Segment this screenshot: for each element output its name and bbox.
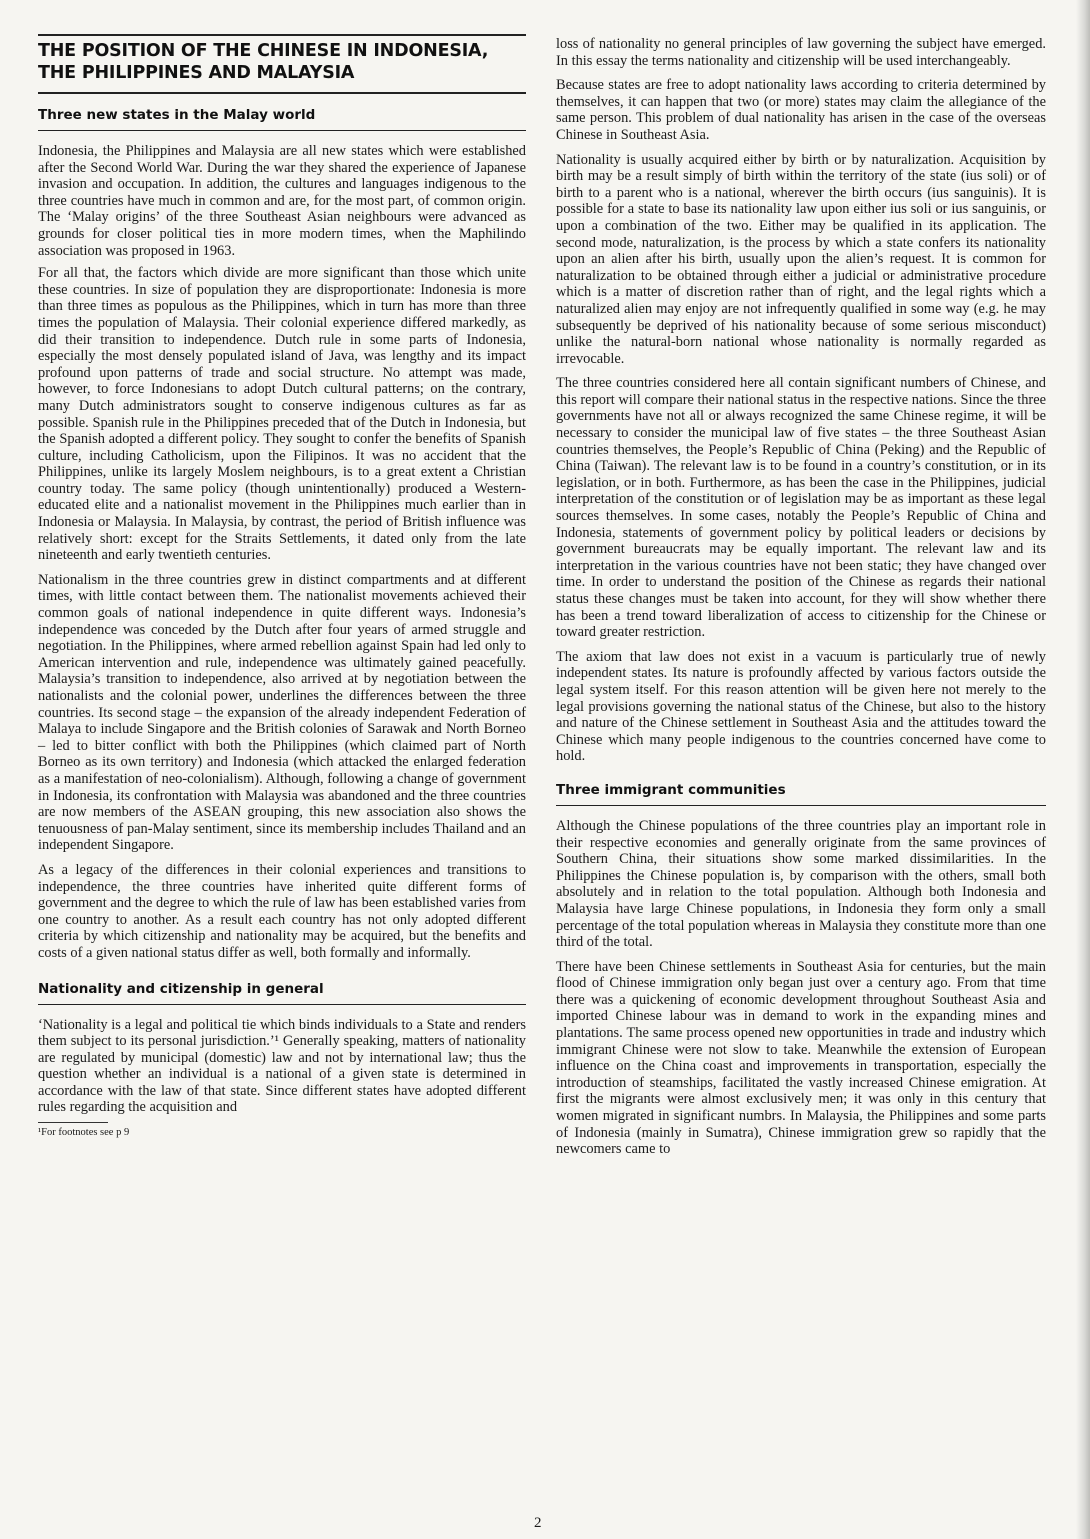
title-block <box>38 34 526 94</box>
paragraph-nationality-definition: ‘Nationality is a legal and political tie which binds individuals to a State and renders them subject to its personal jurisdiction.’¹ Generally speaking, matters of nationality are regulated by municipal (domestic) law and not by international law; thus the question whether an individual is a national of a given state is determined in accordance with the law of that state. Since different states have adopted different rules regarding the acquisition and <box>38 1016 526 1116</box>
paragraph-factors: For all that, the factors which divide are more significant than those which unite these countries. In size of population they are disproportionate: Indonesia is more than three times as populous as the Philippines, which in turn has more than three times the population of Malaysia. Their colonial experience differed markedly, as did their transition to independence. Dutch rule in some parts of Indonesia, especially the most densely populated island of Java, was lengthy and its impact profound upon patterns of trade and social structure. No attempt was made, however, to force Indonesians to adopt Dutch cultural patterns; on the contrary, many Dutch administrators sought to conserve indigenous cultures as far as possible. Spanish rule in the Philippines preceded that of the Dutch in Indonesia, but the Spanish adopted a different policy. They sought to confer the benefits of Spanish culture, including Catholicism, upon the Filipinos. It was no accident that the Philippines, unlike its largely Moslem neighbours, is to a great extent a Christian country today. The same policy (though unintentionally) produced a Western-educated elite and a nationalist movement in the Philippines much earlier than in Indonesia or Malaysia. In Malaysia, by contrast, the period of British influence was relatively short: except for the Straits Settlements, it dated only from the late nineteenth and early twentieth centuries. <box>38 265 526 564</box>
paragraph-acquisition: Nationality is usually acquired either by birth or by naturalization. Acquisition by birth may be a result simply of birth within the territory of the state (ius soli) or of birth to a parent who is a national, wherever the birth occurs (ius sanguinis). It is possible for a state to base its nationality law upon either ius soli or ius sanguinis, or upon a combination of the two. Either may be qualified in its application. The second mode, naturalization, is the process by which a state confers its nationality upon an alien after his birth, usually upon the alien’s request. It is common for naturalization to be obtained through either a judicial or administrative procedure which is a matter of discretion rather than of right, and the legal rights which a naturalized alien may enjoy are not infrequently qualified in some way (e.g. he may subsequently be deprived of his nationality because of some serious misconduct) unlike the natural-born national whose nationality is normally regarded as irrevocable. <box>556 151 1046 367</box>
paragraph-loss-of-nationality: loss of nationality no general principles of law governing the subject have emerged. In this essay the terms nationality and citizenship will be used interchangeably. <box>556 36 1046 69</box>
page-edge-shadow <box>1076 0 1090 1539</box>
paragraph-five-states: The three countries considered here all contain significant numbers of Chinese, and this report will compare their national status in the respective nations. Since the three governments have not all or always recognized the same Chinese regime, it will be necessary to consider the municipal law of five states – the three Southeast Asian countries themselves, the People’s Republic of China (Peking) and the Republic of China (Taiwan). The relevant law is to be found in a country’s constitution, or in its legislation, or in both. Furthermore, as has been the case in the Philippines, judicial interpretation of the constitution or of legislation may be as important as these legal sources themselves. In some cases, notably the People’s Republic of China and Indonesia, statements of government policy by political leaders or decisions by government bureaucrats may be equally important. The relevant law and its interpretation in the various countries have not been static; they have changed over time. In order to understand the position of the Chinese as regards their national status these changes must be taken into account, for they will show whether there has been a trend toward liberalization of access to citizenship for the Chinese or toward greater restriction. <box>556 375 1046 641</box>
footnote: ¹For footnotes see p 9 <box>38 1127 130 1139</box>
paragraph-nationalism: Nationalism in the three countries grew in distinct compartments and at different times, with little contact between them. The nationalist movements achieved their common goals of national independence in quite different ways. Indonesia’s independence was conceded by the Dutch after four years of armed struggle and negotiation. In the Philippines, where armed rebellion against Spain had led only to American intervention and rule, independence was ultimately gained peacefully. Malaysia’s transition to independence, also arrived at by negotiation between the nationalists and the colonial power, underlines the differences between the three countries. Its second stage – the expansion of the already independent Federation of Malaya to include Singapore and the British colonies of Sarawak and North Borneo – led to bitter conflict with both the Philippines (which claimed part of North Borneo as its own territory) and Indonesia (which attacked the enlarged federation as a manifestation of neo-colonialism). Although, following a change of government in Indonesia, its confrontation with Malaysia was abandoned and the three countries are now members of the ASEAN grouping, this new association also shows the tenuousness of pan-Malay sentiment, since its membership includes Thailand and an independent Singapore. <box>38 571 526 854</box>
paragraph-intro: Indonesia, the Philippines and Malaysia are all new states which were established after the Second World War. During the war they shared the experience of Japanese invasion and occupation. In addition, the cultures and languages indigenous to the three countries have much in common and are, for the most part, of common origin. The ‘Malay origins’ of the three Southeast Asian neighbours were advanced as grounds for closer political ties in more modern times, when the Maphilindo association was proposed in 1963. <box>38 143 526 259</box>
section-heading-nationality: Nationality and citizenship in general <box>38 976 526 1005</box>
left-column <box>38 0 526 1139</box>
paragraph-dual-nationality: Because states are free to adopt nationality laws according to criteria determined by themselves, it can happen that two (or more) states may claim the allegiance of the same person. This problem of dual nationality has arisen in the case of the overseas Chinese in Southeast Asia. <box>556 77 1046 143</box>
page-title-line-1: THE POSITION OF THE CHINESE IN INDONESIA, <box>38 41 489 61</box>
section-heading-new-states: Three new states in the Malay world <box>38 102 526 131</box>
page-number: 2 <box>534 1515 542 1531</box>
paragraph-populations: Although the Chinese populations of the three countries play an important role in their respective economies and generally originate from the same provinces of Southern China, their situations show some marked dissimilarities. In the Philippines the Chinese population is, by comparison with the others, small both absolutely and in relation to the total population. Although both Indonesia and Malaysia have large Chinese populations, in Indonesia they form only a small percentage of the total population whereas in Malaysia they constitute more than one third of the total. <box>556 817 1046 951</box>
section-heading-immigrant-communities: Three immigrant communities <box>556 777 1046 806</box>
paragraph-axiom: The axiom that law does not exist in a vacuum is particularly true of newly independent states. Its nature is profoundly affected by various factors outside the legal system itself. For this reason attention will be given here not merely to the legal provisions governing the national status of the Chinese, but also to the history and nature of the Chinese settlement in Southeast Asia and the attitudes toward the Chinese which many people indigenous to the countries concerned have come to hold. <box>556 648 1046 765</box>
paragraph-settlements: There have been Chinese settlements in Southeast Asia for centuries, but the main flood of Chinese immigration only began just over a century ago. From that time there was a quickening of economic development throughout Southeast Asia and imported Chinese labour was in demand to work in the expanding mines and plantations. The same process opened new opportunities in trade and industry which immigrant Chinese were not slow to take. Meanwhile the extension of European influence on the China coast and improvements in transportation, especially the introduction of steamships, facilitated the vastly increased Chinese emigration. At first the migrants were almost exclusively men; it was only in this century that women migrated in significant numbrs. In Malaysia, the Philippines and some parts of Indonesia (mainly in Sumatra), Chinese immigration grew so rapidly that the newcomers came to <box>556 958 1046 1158</box>
paragraph-legacy: As a legacy of the differences in their colonial experiences and transitions to independence, the three countries have inherited quite different forms of government and the degree to which the rule of law has been established varies from one country to another. As a result each country has not only adopted different criteria by which citizenship and nationality may be acquired, but the benefits and costs of a given national status differ as well, both formally and informally. <box>38 861 526 961</box>
right-column <box>556 0 1046 1164</box>
footnote-divider <box>38 1122 108 1123</box>
page-title-line-2: THE PHILIPPINES AND MALAYSIA <box>38 63 355 83</box>
